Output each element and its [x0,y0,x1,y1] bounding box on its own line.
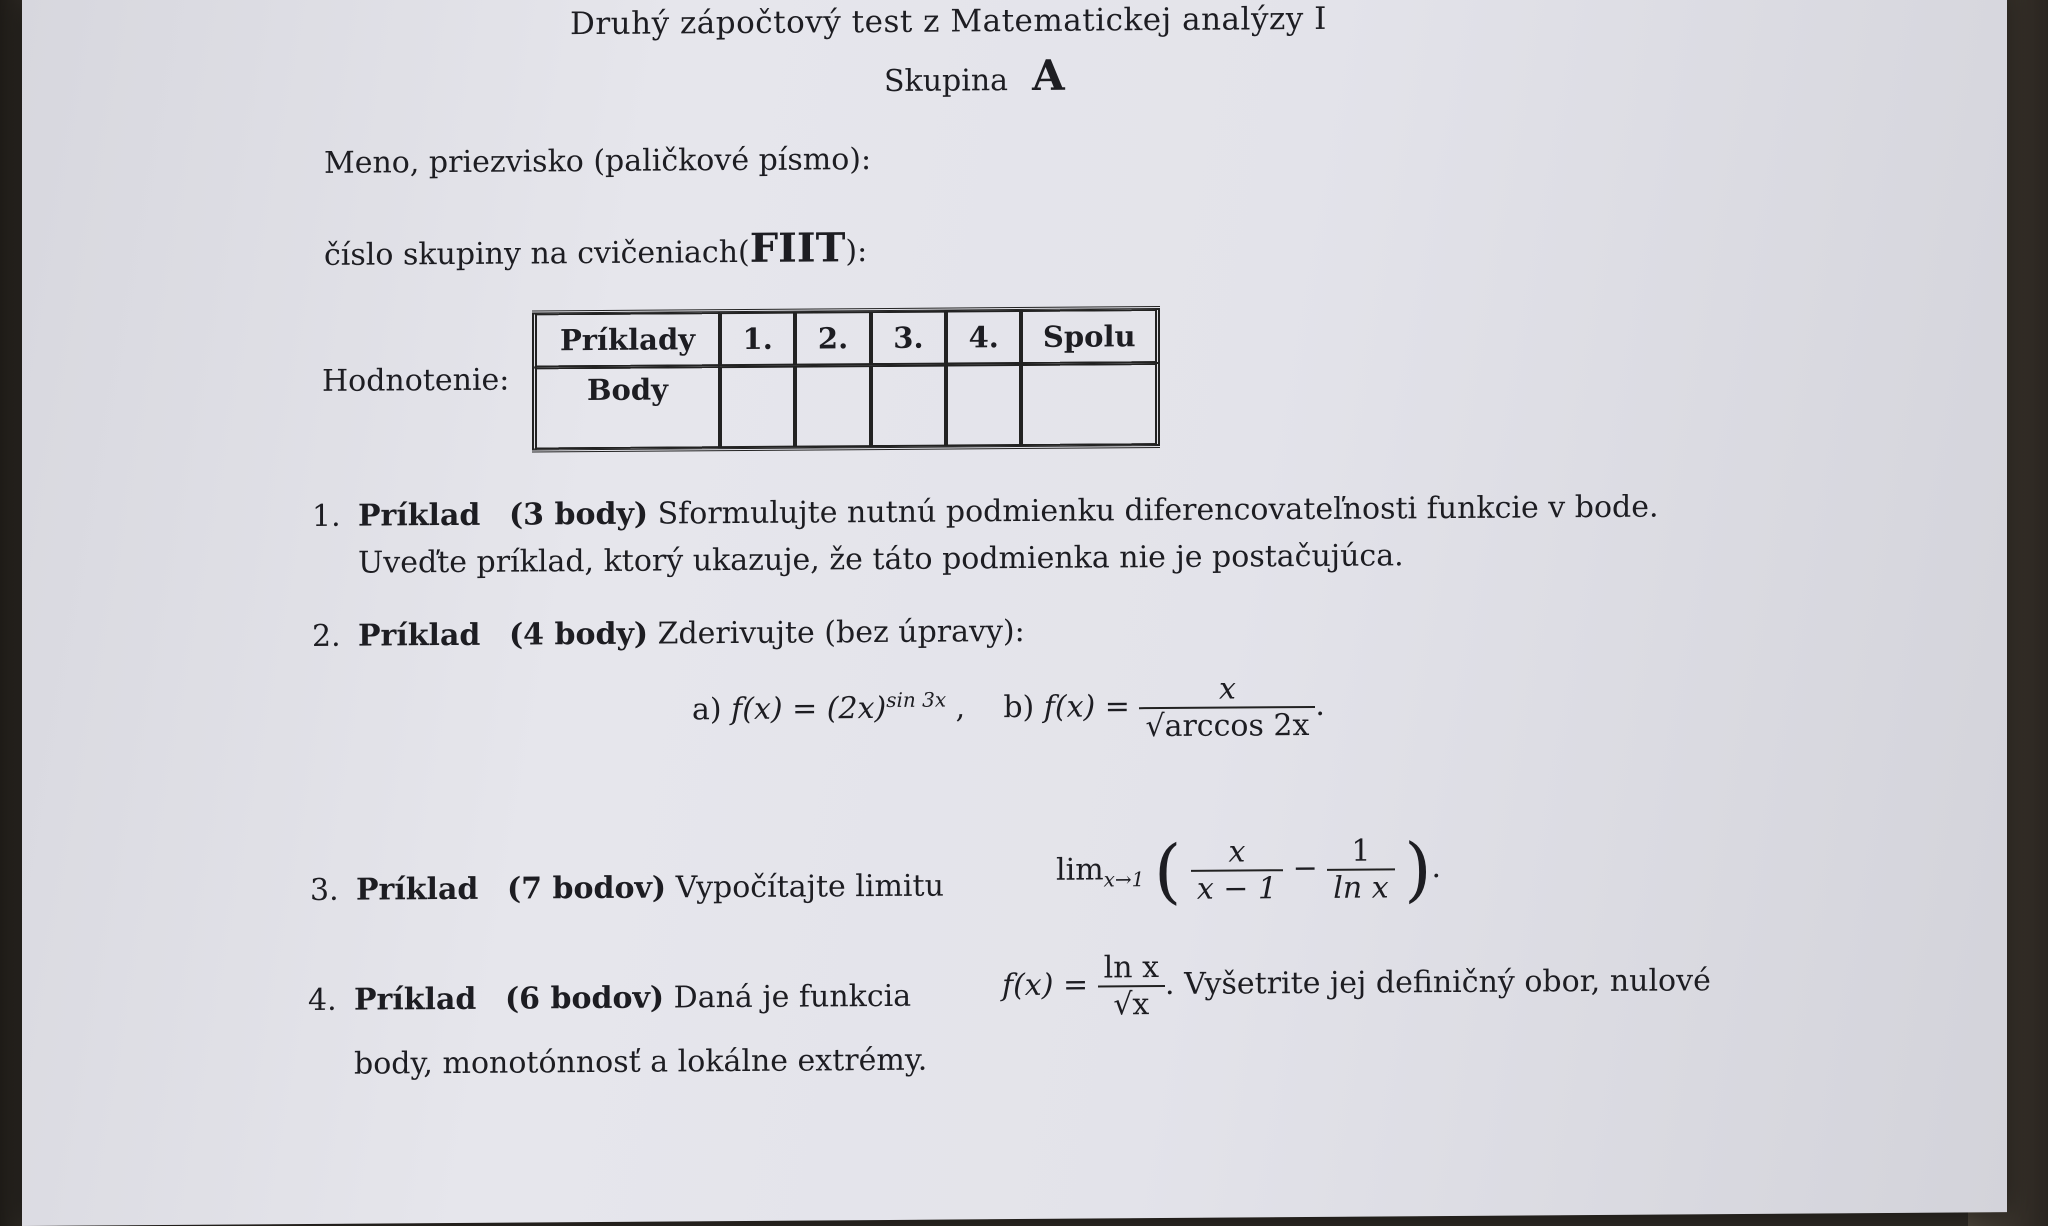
grade-points-cell[interactable] [720,366,795,449]
task-4-formula [1002,946,1711,1023]
fraction-numerator: x [1191,834,1283,872]
formula-a-label: a) [692,692,722,728]
group-number-field-label [324,224,867,275]
fraction-numerator: 1 [1327,833,1394,870]
task-4-rest: . Vyšetrite jej definičný obor, nulové [1165,963,1711,1003]
task-title: Príklad [358,617,481,654]
group-number-bold: FIIT [749,224,846,272]
group-number-prefix: číslo skupiny na cvičeniach( [324,234,750,273]
task-4-line2: body, monotónnosť a lokálne extrémy. [354,1042,928,1082]
grade-header-cell: Spolu [1021,309,1160,364]
formula-b-label: b) [1003,689,1035,726]
task-title: Príklad [356,871,479,908]
group-value: A [1032,50,1065,100]
formula-a-exponent: sin 3x [886,687,947,712]
grade-points-cell[interactable] [871,365,946,448]
grade-points-cell[interactable] [1021,363,1160,446]
exam-sheet [22,0,2007,1226]
task-number: 3. [310,872,339,908]
grade-points-cell[interactable] [946,364,1021,447]
formula-b-fraction [1139,671,1315,744]
left-paren: ( [1153,829,1182,913]
task-text: Daná je funkcia [673,978,912,1016]
limit-fraction-1 [1191,834,1283,907]
task-points: (6 bodov) [504,980,665,1017]
task-1 [312,485,1659,587]
right-paren: ) [1404,828,1432,911]
fraction-numerator: x [1139,671,1315,709]
task-points: (4 body) [508,616,649,653]
evaluation-label: Hodnotenie: [322,362,510,399]
task-text: Zderivujte (bez úpravy): [657,613,1025,652]
task-4 [308,974,911,1025]
task-number: 2. [312,618,341,654]
group-number-suffix: ): [845,234,868,270]
minus-sign: − [1292,850,1318,887]
group-heading [884,51,1065,101]
task-title: Príklad [358,497,481,534]
grade-table-header-row [532,309,1160,367]
grade-header-cell: 2. [795,311,870,366]
grade-header-cell: 3. [871,311,946,366]
grade-row-label: Body [532,366,720,449]
task-points: (3 body) [508,496,649,533]
task-3-limit: $\lim_{x\to 1}$ ( $\frac{x}{x - 1}$ − $\frac{1}{\text{ln x}}$ ). [1056,828,1442,913]
grade-table-points-row [532,363,1160,449]
task-3 [310,864,944,915]
task-text: Vypočítajte limitu [675,868,944,906]
fraction-denominator: √arccos 2x [1145,708,1310,745]
task-number: 4. [308,982,337,1019]
task-text-line2: Uveďte príklad, ktorý ukazuje, že táto podmienka nie je postačujúca. [358,537,1404,581]
task-text: Sformulujte nutnú podmienku diferencovateľnosti funkcie v bode. [657,489,1659,532]
fraction-denominator: x − 1 [1196,871,1278,907]
formula-b-lhs: f(x) = [1043,689,1130,725]
formula-a: f(x) = (2x) [731,690,887,728]
grade-header-cell: Príklady [532,312,720,367]
fraction-denominator: ln x [1333,870,1389,906]
formula-fraction [1098,950,1165,1022]
fraction-numerator: ln x [1098,950,1165,987]
limit-subscript: x→1 [1103,867,1145,892]
grade-header-cell: 1. [720,312,795,367]
group-label: Skupina [884,63,1009,99]
task-title: Príklad [354,981,477,1018]
limit-fraction-2 [1327,833,1394,905]
task-2 [312,609,1025,660]
task-points: (7 bodov) [506,870,667,907]
limit-operator: lim [1056,852,1104,888]
formula-lhs: f(x) = [1002,967,1089,1004]
task-number: 1. [312,498,341,534]
grade-points-cell[interactable] [795,365,870,448]
task-2-formulas: a) $f(x) = (2x)^{sin 3x}$ , b) f(x) = $\frac{x}{√\arccos 2x}$ . [692,671,1325,745]
grade-table [532,306,1160,452]
name-field-label: Meno, priezvisko (paličkové písmo): [324,142,872,181]
page-title: Druhý zápočtový test z Matematickej analýzy I [570,0,1327,43]
fraction-denominator: √x [1113,987,1150,1023]
grade-header-cell: 4. [946,310,1021,365]
